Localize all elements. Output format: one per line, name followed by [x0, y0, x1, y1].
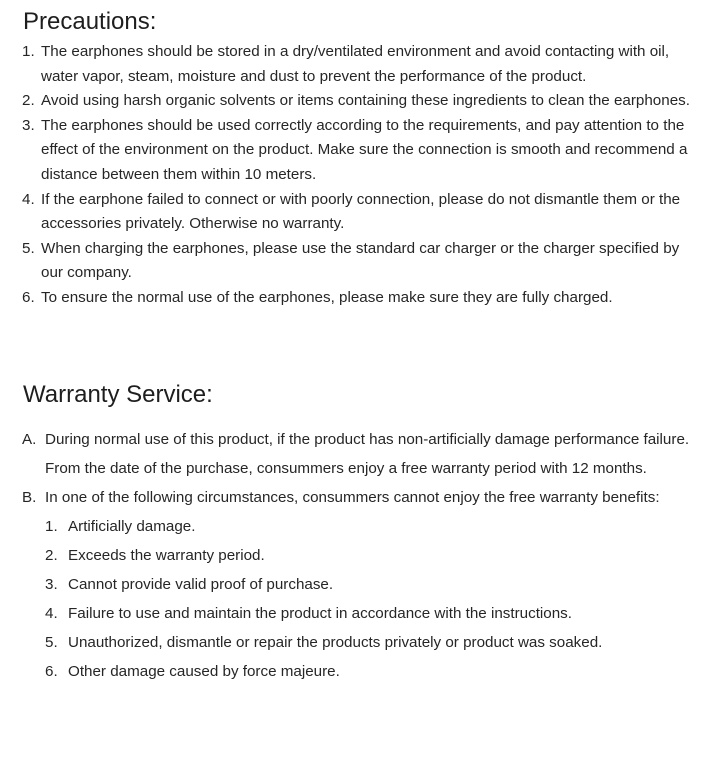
list-item-number: 5. [22, 239, 35, 257]
list-item-text [45, 483, 692, 686]
list-item-number: 3. [22, 116, 35, 134]
list-item-number: 3. [45, 576, 58, 593]
list-item-number: 6. [45, 663, 58, 680]
list-item-number: 4. [45, 605, 58, 622]
list-item-text: Failure to use and maintain the product in accordance with the instructions. [68, 605, 572, 622]
list-item [45, 570, 692, 599]
list-item-text: To ensure the normal use of the earphones, please make sure they are fully charged. [41, 288, 613, 306]
list-item-text: The earphones should be used correctly according to the requirements, and pay attention to the effect of the environment on the product. Make sure the connection is smooth and recommend a distance between them within 10 meters. [41, 116, 688, 183]
list-item [22, 89, 702, 114]
list-item-number: 5. [45, 634, 58, 651]
warranty-item-b-text: In one of the following circumstances, consummers cannot enjoy the free warranty benefits: [45, 489, 660, 506]
list-item [22, 114, 702, 188]
warranty-heading: Warranty Service: [23, 381, 213, 408]
list-item [45, 599, 692, 628]
list-item-number: 1. [22, 43, 35, 60]
list-item [45, 541, 692, 570]
warranty-list [22, 425, 692, 686]
list-item-text: Avoid using harsh organic solvents or items containing these ingredients to clean the earphones. [41, 92, 690, 110]
list-item-letter: B. [22, 489, 37, 506]
precautions-heading: Precautions: [23, 8, 157, 35]
list-item-number: 6. [22, 288, 35, 306]
list-item-text: During normal use of this product, if the product has non-artificially damage performance failure. From the date of the purchase, consummers enjoy a free warranty period with 12 months. [45, 431, 690, 477]
list-item-letter: A. [22, 431, 37, 448]
exclusions-list [45, 512, 692, 686]
warranty-item-b [22, 483, 692, 686]
list-item-text: Unauthorized, dismantle or repair the products privately or product was soaked. [68, 634, 603, 651]
list-item-number: 2. [22, 92, 35, 110]
precautions-list [22, 40, 702, 311]
list-item [22, 286, 702, 311]
list-item-text: When charging the earphones, please use the standard car charger or the charger specified by our company. [41, 239, 680, 282]
list-item-number: 2. [45, 547, 58, 564]
list-item [22, 237, 702, 286]
list-item [22, 188, 702, 237]
list-item-text: The earphones should be stored in a dry/ventilated environment and avoid contacting with oil, water vapor, steam, moisture and dust to prevent the performance of the product. [41, 43, 670, 85]
list-item-text: Artificially damage. [68, 518, 196, 535]
list-item [45, 628, 692, 657]
list-item-number: 1. [45, 518, 58, 535]
list-item [22, 40, 702, 89]
list-item-text: Other damage caused by force majeure. [68, 663, 340, 680]
list-item-text: Exceeds the warranty period. [68, 547, 265, 564]
list-item-text: If the earphone failed to connect or with poorly connection, please do not dismantle them or the accessories privately. Otherwise no warranty. [41, 190, 681, 233]
list-item [45, 512, 692, 541]
warranty-item-a [22, 425, 692, 483]
list-item [45, 657, 692, 686]
list-item-text: Cannot provide valid proof of purchase. [68, 576, 334, 593]
list-item-number: 4. [22, 190, 35, 208]
